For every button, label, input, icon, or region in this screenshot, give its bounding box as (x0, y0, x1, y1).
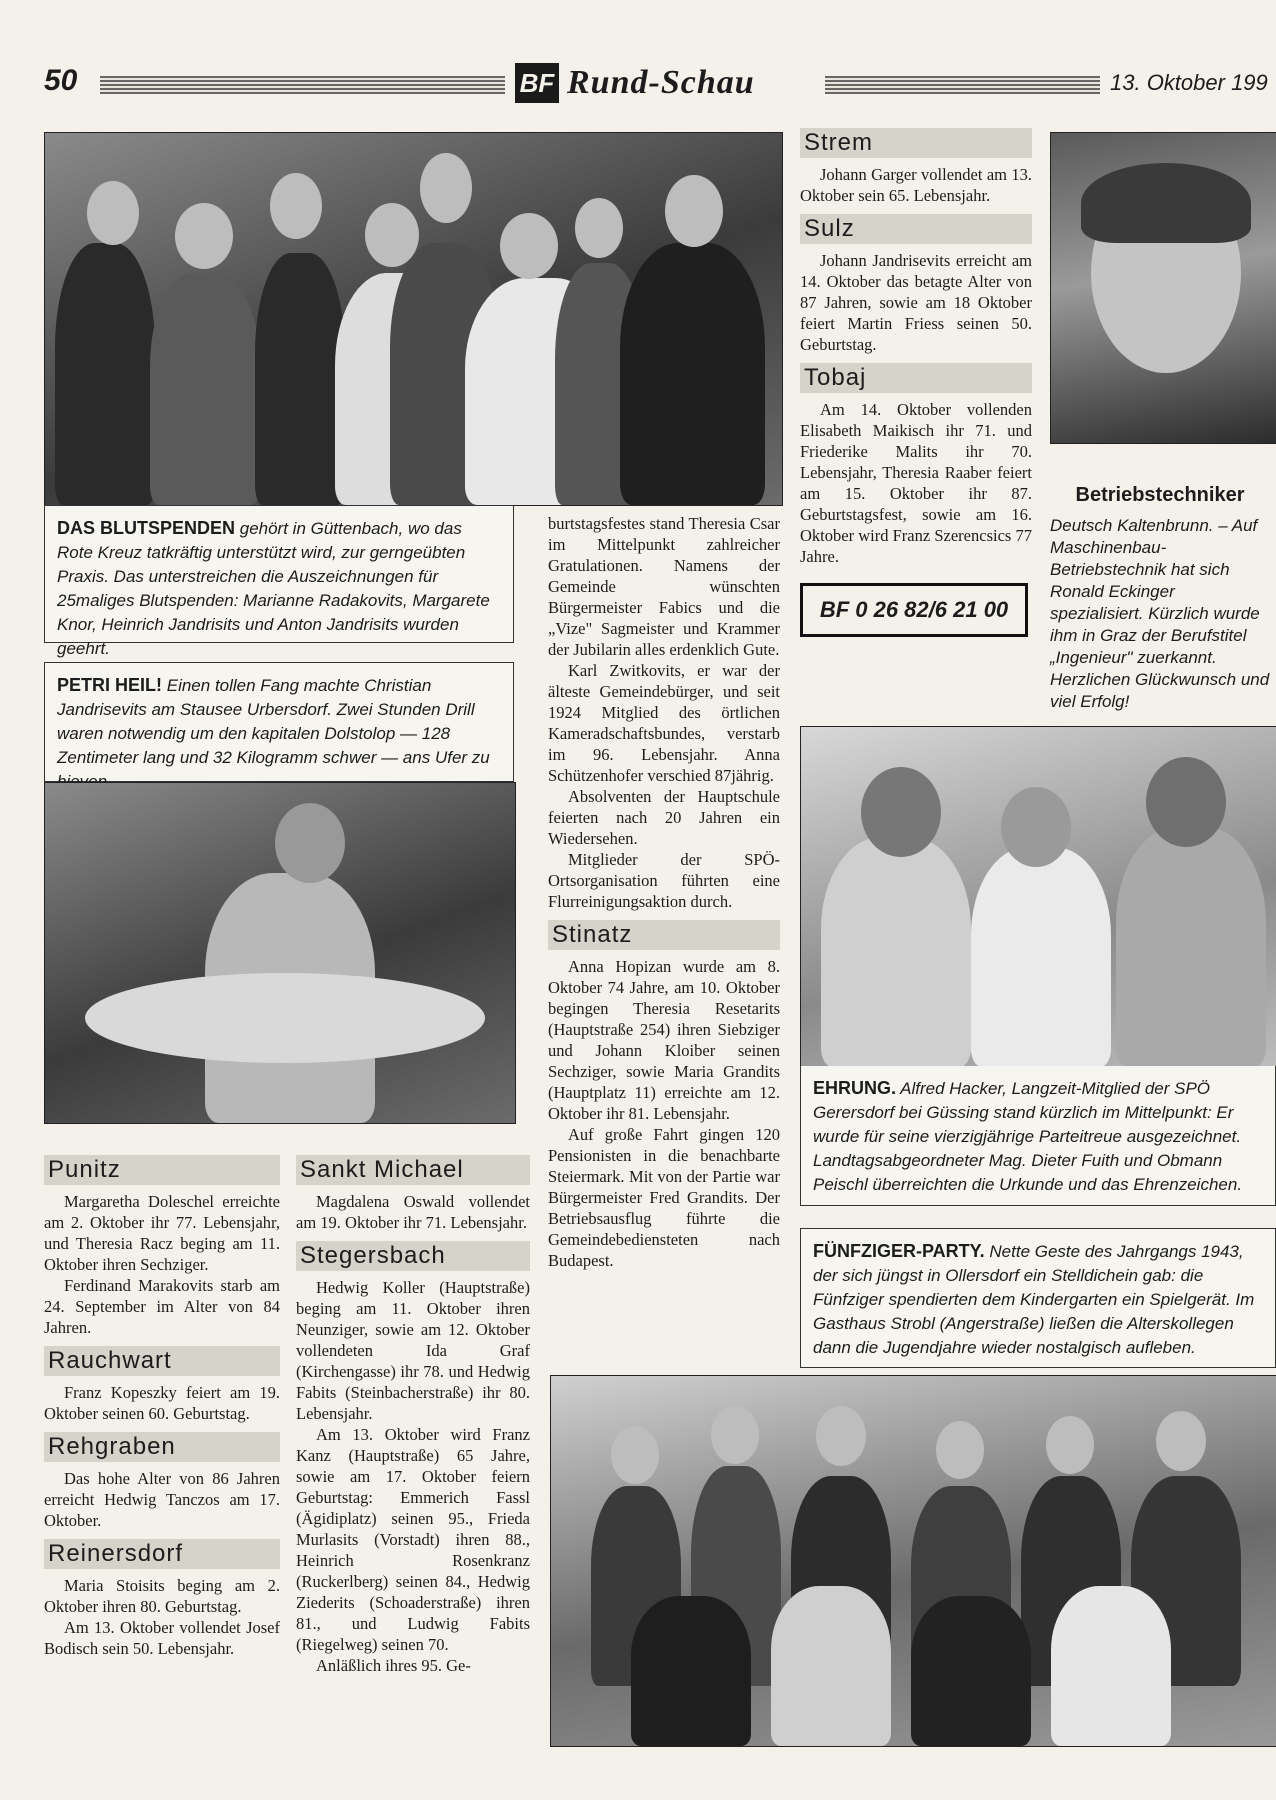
section-title-sulz: Sulz (800, 214, 1032, 244)
caption-text: Alfred Hacker, Langzeit-Mitglied der SPÖ Gerersdorf bei Güssing stand kürzlich im Mittelpunkt: Er wurde für seine vierzigjährige Parteitreue ausgezeichnet. Landtagsabgeordneter Mag. Dieter Fuith und Obmann Peischl überreichten die Urkunde und das Ehrenzeichen. (813, 1079, 1243, 1194)
fishing-photo (44, 782, 516, 1124)
section-title-stinatz: Stinatz (548, 920, 780, 950)
masthead (515, 60, 815, 106)
section-title-stegersbach: Stegersbach (296, 1241, 530, 1271)
caption-text: Nette Geste des Jahrgangs 1943, der sich jüngst in Ollersdorf ein Stelldichein gab: die Fünfziger spendierten dem Kindergarten ein Spielgerät. Im Gasthaus Strobl (Angerstraße) ließen die Alterskollegen dann die Jugendjahre wieder nostalgisch aufleben. (813, 1242, 1255, 1357)
profile-text: Deutsch Kaltenbrunn. – Auf Maschinenbau-Betriebstechnik hat sich Ronald Eckinger spezialisiert. Kürzlich wurde ihm in Graz der Berufstitel „Ingenieur" zuerkannt. Herzlichen Glückwunsch und viel Erfolg! (1050, 516, 1270, 711)
issue-date: 13. Oktober 199 (1110, 70, 1268, 95)
fuenfziger-caption (800, 1228, 1276, 1368)
ehrung-caption (800, 1066, 1276, 1206)
caption-lead: FÜNFZIGER-PARTY. (813, 1241, 985, 1261)
caption-lead: PETRI HEIL! (57, 675, 163, 695)
column-second (296, 1155, 530, 1676)
group-photo (550, 1375, 1276, 1747)
header-rule-left (100, 76, 505, 94)
caption-lead: EHRUNG. (813, 1078, 897, 1098)
section-body-stegersbach: Hedwig Koller (Hauptstraße) beging am 11. Oktober ihren Neunziger, sowie am 12. Oktober vollendeten Ida Graf (Kirchengasse) ihr 78. und Hedwig Fabits (Steinbacherstraße) ihr 80. Lebensjahr. Am 13. Oktober wird Franz Kanz (Hauptstraße) 65 Jahre, sowie am 17. Oktober feiern Geburtstag: Emmerich Fassl (Ägidiplatz) seinen 95., Frieda Murlasits (Vorstadt) ihren 88., Heinrich Rosenkranz (Ruckerlberg) seinen 84., Hedwig Ziederits (Schoaderstraße) ihren 81., und Ludwig Fabits (Riegelweg) seinen 70. Anläßlich ihres 95. Ge- (296, 1278, 530, 1675)
section-body-strem: Johann Garger vollendet am 13. Oktober sein 65. Lebensjahr. (800, 165, 1032, 205)
section-body-reinersdorf: Maria Stoisits beging am 2. Oktober ihren 80. Geburtstag. Am 13. Oktober vollendet Josef Bodisch sein 50. Lebensjahr. (44, 1576, 280, 1658)
section-title-punitz: Punitz (44, 1155, 280, 1185)
publication-title: Rund-Schau (567, 64, 755, 101)
section-title-sankt-michael: Sankt Michael (296, 1155, 530, 1185)
ehrung-photo (800, 726, 1276, 1068)
section-body-stinatz: Anna Hopizan wurde am 8. Oktober 74 Jahre, am 10. Oktober begingen Theresia Resetarits (Hauptstraße 254) ihren Siebziger und Johann Kloiber seinen Sechziger, sowie Maria Grandits (Hauptplatz 11) erreichte am 12. Oktober ihr 81. Lebensjahr. Auf große Fahrt gingen 120 Pensionisten in die benachbarte Steiermark. Mit von der Partie war Bürgermeister Fred Grandits. Der Betriebsausflug führte die Gemeindebediensteten nach Budapest. (548, 957, 780, 1270)
header-rule-right (825, 76, 1100, 94)
section-title-rauchwart: Rauchwart (44, 1346, 280, 1376)
section-body-rehgraben: Das hohe Alter von 86 Jahren erreicht Hedwig Tanczos am 17. Oktober. (44, 1469, 280, 1530)
blood-donation-caption (44, 505, 514, 658)
column-left (44, 1155, 280, 1659)
section-body-sulz: Johann Jandrisevits erreicht am 14. Oktober das betagte Alter von 87 Jahren, sowie am 18 Oktober feiert Martin Friess seinen 50. Geburtstag. (800, 251, 1032, 354)
phone-number-box: BF 0 26 82/6 21 00 (800, 583, 1028, 637)
section-title-strem: Strem (800, 128, 1032, 158)
caption-text: gehört in Güttenbach, wo das Rote Kreuz tatkräftig unterstützt wird, zur gerngeübten Praxis. Das unterstreichen die Auszeichnungen für 25maliges Blutspenden: Marianne Radakovits, Margarete Knor, Heinrich Jandrisits und Anton Jandrisits wurden geehrt. (57, 519, 490, 658)
section-body-sankt-michael: Magdalena Oswald vollendet am 19. Oktober ihr 71. Lebensjahr. (296, 1192, 530, 1232)
caption-lead: DAS BLUTSPENDEN (57, 518, 236, 538)
section-title-tobaj: Tobaj (800, 363, 1032, 393)
fishing-caption (44, 662, 514, 782)
caption-text: Einen tollen Fang machte Christian Jandrisevits am Stausee Urbersdorf. Zwei Stunden Drill waren notwendig um den kapitalen Dolstolop — 128 Zentimeter lang und 32 Kilogramm schwer — ans Ufer zu (57, 676, 490, 767)
column-middle (548, 513, 780, 1271)
profile-block (1050, 484, 1270, 713)
section-title-reinersdorf: Reinersdorf (44, 1539, 280, 1569)
continued-article: burtstagsfestes stand Theresia Csar im Mittelpunkt zahlreicher Gratulationen. Namens der Gemeinde wünschten Bürgermeister Fabics und die „Vize" Sagmeister und Krammer der Jubilarin alles erdenklich Gute. Karl Zwitkovits, er war der älteste Gemeindebürger, und seit 1924 Mitglied des örtlichen Kameradschaftsbundes, verstarb im 96. Lebensjahr. Anna Schützenhofer verschied 87jährig. Absolventen der Hauptschule feierten nach 20 Jahren ein Wiedersehen. Mitglieder der SPÖ-Ortsorganisation führten eine Flurreinigungsaktion durch. (548, 514, 780, 911)
column-right-center (800, 128, 1032, 637)
section-body-tobaj: Am 14. Oktober vollenden Elisabeth Maikisch ihr 71. und Friederike Malits ihr 70. Lebensjahr, Theresia Raaber feiert am 15. Oktober ihr 87. Geburtstagsfest, sowie am 16. Oktober wird Franz Szerencsics 77 Jahre. (800, 400, 1032, 566)
page-number: 50 (44, 64, 78, 97)
section-body-rauchwart: Franz Kopeszky feiert am 19. Oktober seinen 60. Geburtstag. (44, 1383, 280, 1423)
blood-donation-photo (44, 132, 783, 506)
section-title-rehgraben: Rehgraben (44, 1432, 280, 1462)
portrait-photo (1050, 132, 1276, 444)
bf-logo: BF (515, 63, 559, 103)
profile-title: Betriebstechniker (1075, 484, 1245, 506)
section-body-punitz: Margaretha Doleschel erreichte am 2. Oktober ihr 77. Lebensjahr, und Theresia Racz beging am 11. Oktober ihren Sechziger. Ferdinand Marakovits starb am 24. September im Alter von 84 Jahren. (44, 1192, 280, 1337)
